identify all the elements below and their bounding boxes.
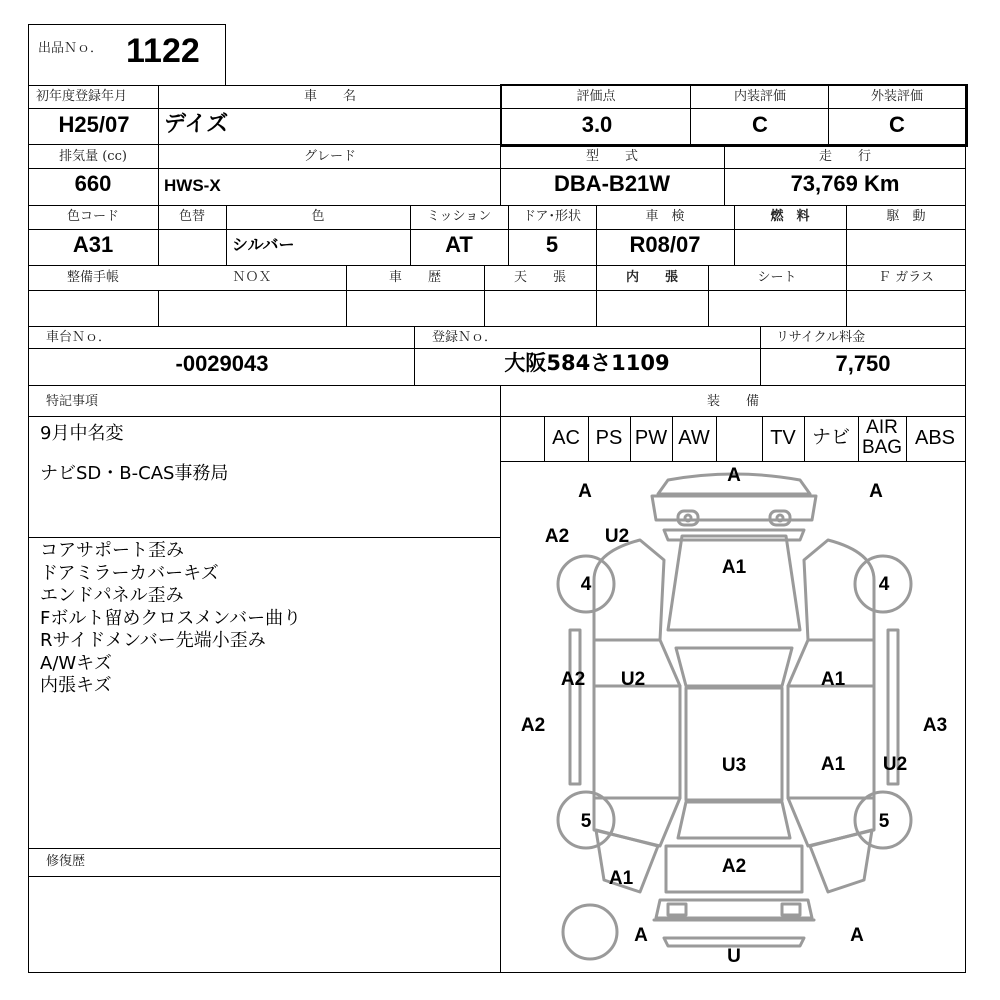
rear-bumper-outline <box>664 938 804 946</box>
equipment-item-airbag: AIR BAG <box>861 417 903 458</box>
registration-number-value: 大阪584さ1109 <box>504 351 670 375</box>
door-label: ドア･形状 <box>522 209 582 224</box>
mileage-value: 73,769 Km <box>790 171 900 196</box>
fuel-label: 燃 料 <box>770 209 810 224</box>
mark-right-rear-door-u: U2 <box>882 754 908 775</box>
score-value: 3.0 <box>581 112 613 137</box>
rear-window-outline <box>678 802 790 838</box>
damage-item: 内張キズ <box>40 675 112 696</box>
drive-label: 駆 動 <box>886 209 926 224</box>
car-name-label: 車 名 <box>303 89 357 104</box>
interior-trim-label: 内 張 <box>625 270 679 285</box>
displacement-label: 排気量 (cc) <box>59 149 127 164</box>
registration-number-label: 登録Ｎｏ． <box>432 330 498 345</box>
color-code-value: A31 <box>72 232 114 257</box>
door-value: 5 <box>545 232 559 257</box>
equipment-item-pw: PW <box>634 427 668 449</box>
equipment-item-ps: PS <box>595 427 623 449</box>
mark-rear-right-wheel: 5 <box>878 811 890 832</box>
hood-outline <box>668 536 800 630</box>
mark-right-sill: A3 <box>922 715 948 736</box>
damage-item: A/Wキズ <box>40 652 112 674</box>
model-code-value: DBA-B21W <box>553 171 671 196</box>
roof-outline <box>686 688 782 800</box>
service-book-label: 整備手帳 <box>66 270 120 285</box>
equipment-item-navi: ナビ <box>811 426 851 448</box>
mark-left-quarter: A1 <box>608 868 634 889</box>
mark-left-fender-a: A2 <box>544 526 570 547</box>
transmission-value: AT <box>445 232 473 257</box>
transmission-label: ミッション <box>426 209 492 224</box>
recycle-fee-value: 7,750 <box>835 351 891 376</box>
windshield-outline <box>676 648 792 686</box>
vehicle-history-label: 車 歴 <box>388 270 442 285</box>
right-body-outline <box>804 540 874 640</box>
mileage-label: 走 行 <box>818 149 872 164</box>
registration-date-label: 初年度登録年月 <box>36 89 128 104</box>
damage-item: エンドパネル歪み <box>40 585 184 606</box>
nox-label: ＮＯＸ <box>232 270 272 285</box>
car-name-value: デイズ <box>164 112 229 137</box>
equipment-item-abs: ABS <box>914 427 956 449</box>
model-code-label: 型 式 <box>585 149 639 164</box>
special-notes-label: 特記事項 <box>46 394 99 409</box>
grade-value: HWS-X <box>164 176 221 195</box>
mark-right-rear-door-a: A1 <box>820 754 846 775</box>
inspection-label: 車 検 <box>645 209 685 224</box>
seat-label: シート <box>757 270 797 285</box>
repaint-label: 色替 <box>178 209 206 224</box>
interior-grade-value: C <box>752 112 768 137</box>
repair-history-label: 修復歴 <box>46 854 86 869</box>
color-label: 色 <box>311 209 325 224</box>
note-line-2: ナビSD・B-CAS事務局 <box>40 463 229 484</box>
left-body-outline <box>594 540 664 640</box>
equipment-label: 装 備 <box>706 394 760 409</box>
equipment-item-ac: AC <box>552 427 580 449</box>
mark-left-front-door-a: A2 <box>560 669 586 690</box>
mark-rear-right-corner: A <box>850 925 864 946</box>
lot-number: 1122 <box>126 32 200 70</box>
mark-front-right-wheel: 4 <box>878 574 890 595</box>
displacement-value: 660 <box>74 171 112 196</box>
mark-front-bumper: A <box>727 465 741 486</box>
chassis-number-value: -0029043 <box>175 351 269 376</box>
recycle-fee-label: リサイクル料金 <box>776 330 866 345</box>
color-code-label: 色コード <box>66 209 120 224</box>
mark-front-left-wheel: 4 <box>580 574 592 595</box>
roof-lining-label: 天 張 <box>513 270 567 285</box>
damage-item: Fボルト留めクロスメンバー曲り <box>40 607 302 629</box>
mark-right-front-door: A1 <box>820 669 846 690</box>
note-line-1: 9月中名変 <box>40 423 124 444</box>
mark-left-sill: A2 <box>520 715 546 736</box>
exterior-grade-value: C <box>889 112 905 137</box>
damage-list <box>40 540 495 698</box>
grade-label: グレード <box>303 149 357 164</box>
equipment-item-aw: AW <box>678 427 710 449</box>
mark-rear-bumper: U <box>727 946 741 967</box>
mark-rear-left-corner: A <box>634 925 648 946</box>
interior-grade-label: 内装評価 <box>733 89 787 104</box>
mark-left-fender-u: U2 <box>604 526 630 547</box>
lot-label: 出品Ｎｏ． <box>38 41 104 56</box>
mark-rear-left-wheel: 5 <box>580 811 592 832</box>
inspection-value: R08/07 <box>629 232 701 257</box>
front-glass-label: Ｆ ガラス <box>878 270 934 285</box>
chassis-number-label: 車台Ｎｏ． <box>46 330 112 345</box>
mark-left-front-door-u: U2 <box>620 669 646 690</box>
mark-front-left-corner: A <box>578 481 592 502</box>
score-label: 評価点 <box>576 89 616 104</box>
color-value: シルバー <box>232 235 295 254</box>
damage-item: コアサポート歪み <box>40 540 184 561</box>
front-panel-outline <box>652 496 816 520</box>
equipment-item-tv: TV <box>770 427 796 449</box>
damage-item: ドアミラーカバーキズ <box>40 562 219 584</box>
damage-item: Rサイドメンバー先端小歪み <box>40 630 266 651</box>
registration-date-value: H25/07 <box>58 112 130 137</box>
mark-hood: A1 <box>721 557 747 578</box>
mark-rear-glass: A2 <box>721 856 747 877</box>
exterior-grade-label: 外装評価 <box>870 89 924 104</box>
spare-tire-outline <box>563 905 617 959</box>
mark-roof: U3 <box>721 755 747 776</box>
mark-front-right-corner: A <box>869 481 883 502</box>
left-sill-outline <box>570 630 580 784</box>
